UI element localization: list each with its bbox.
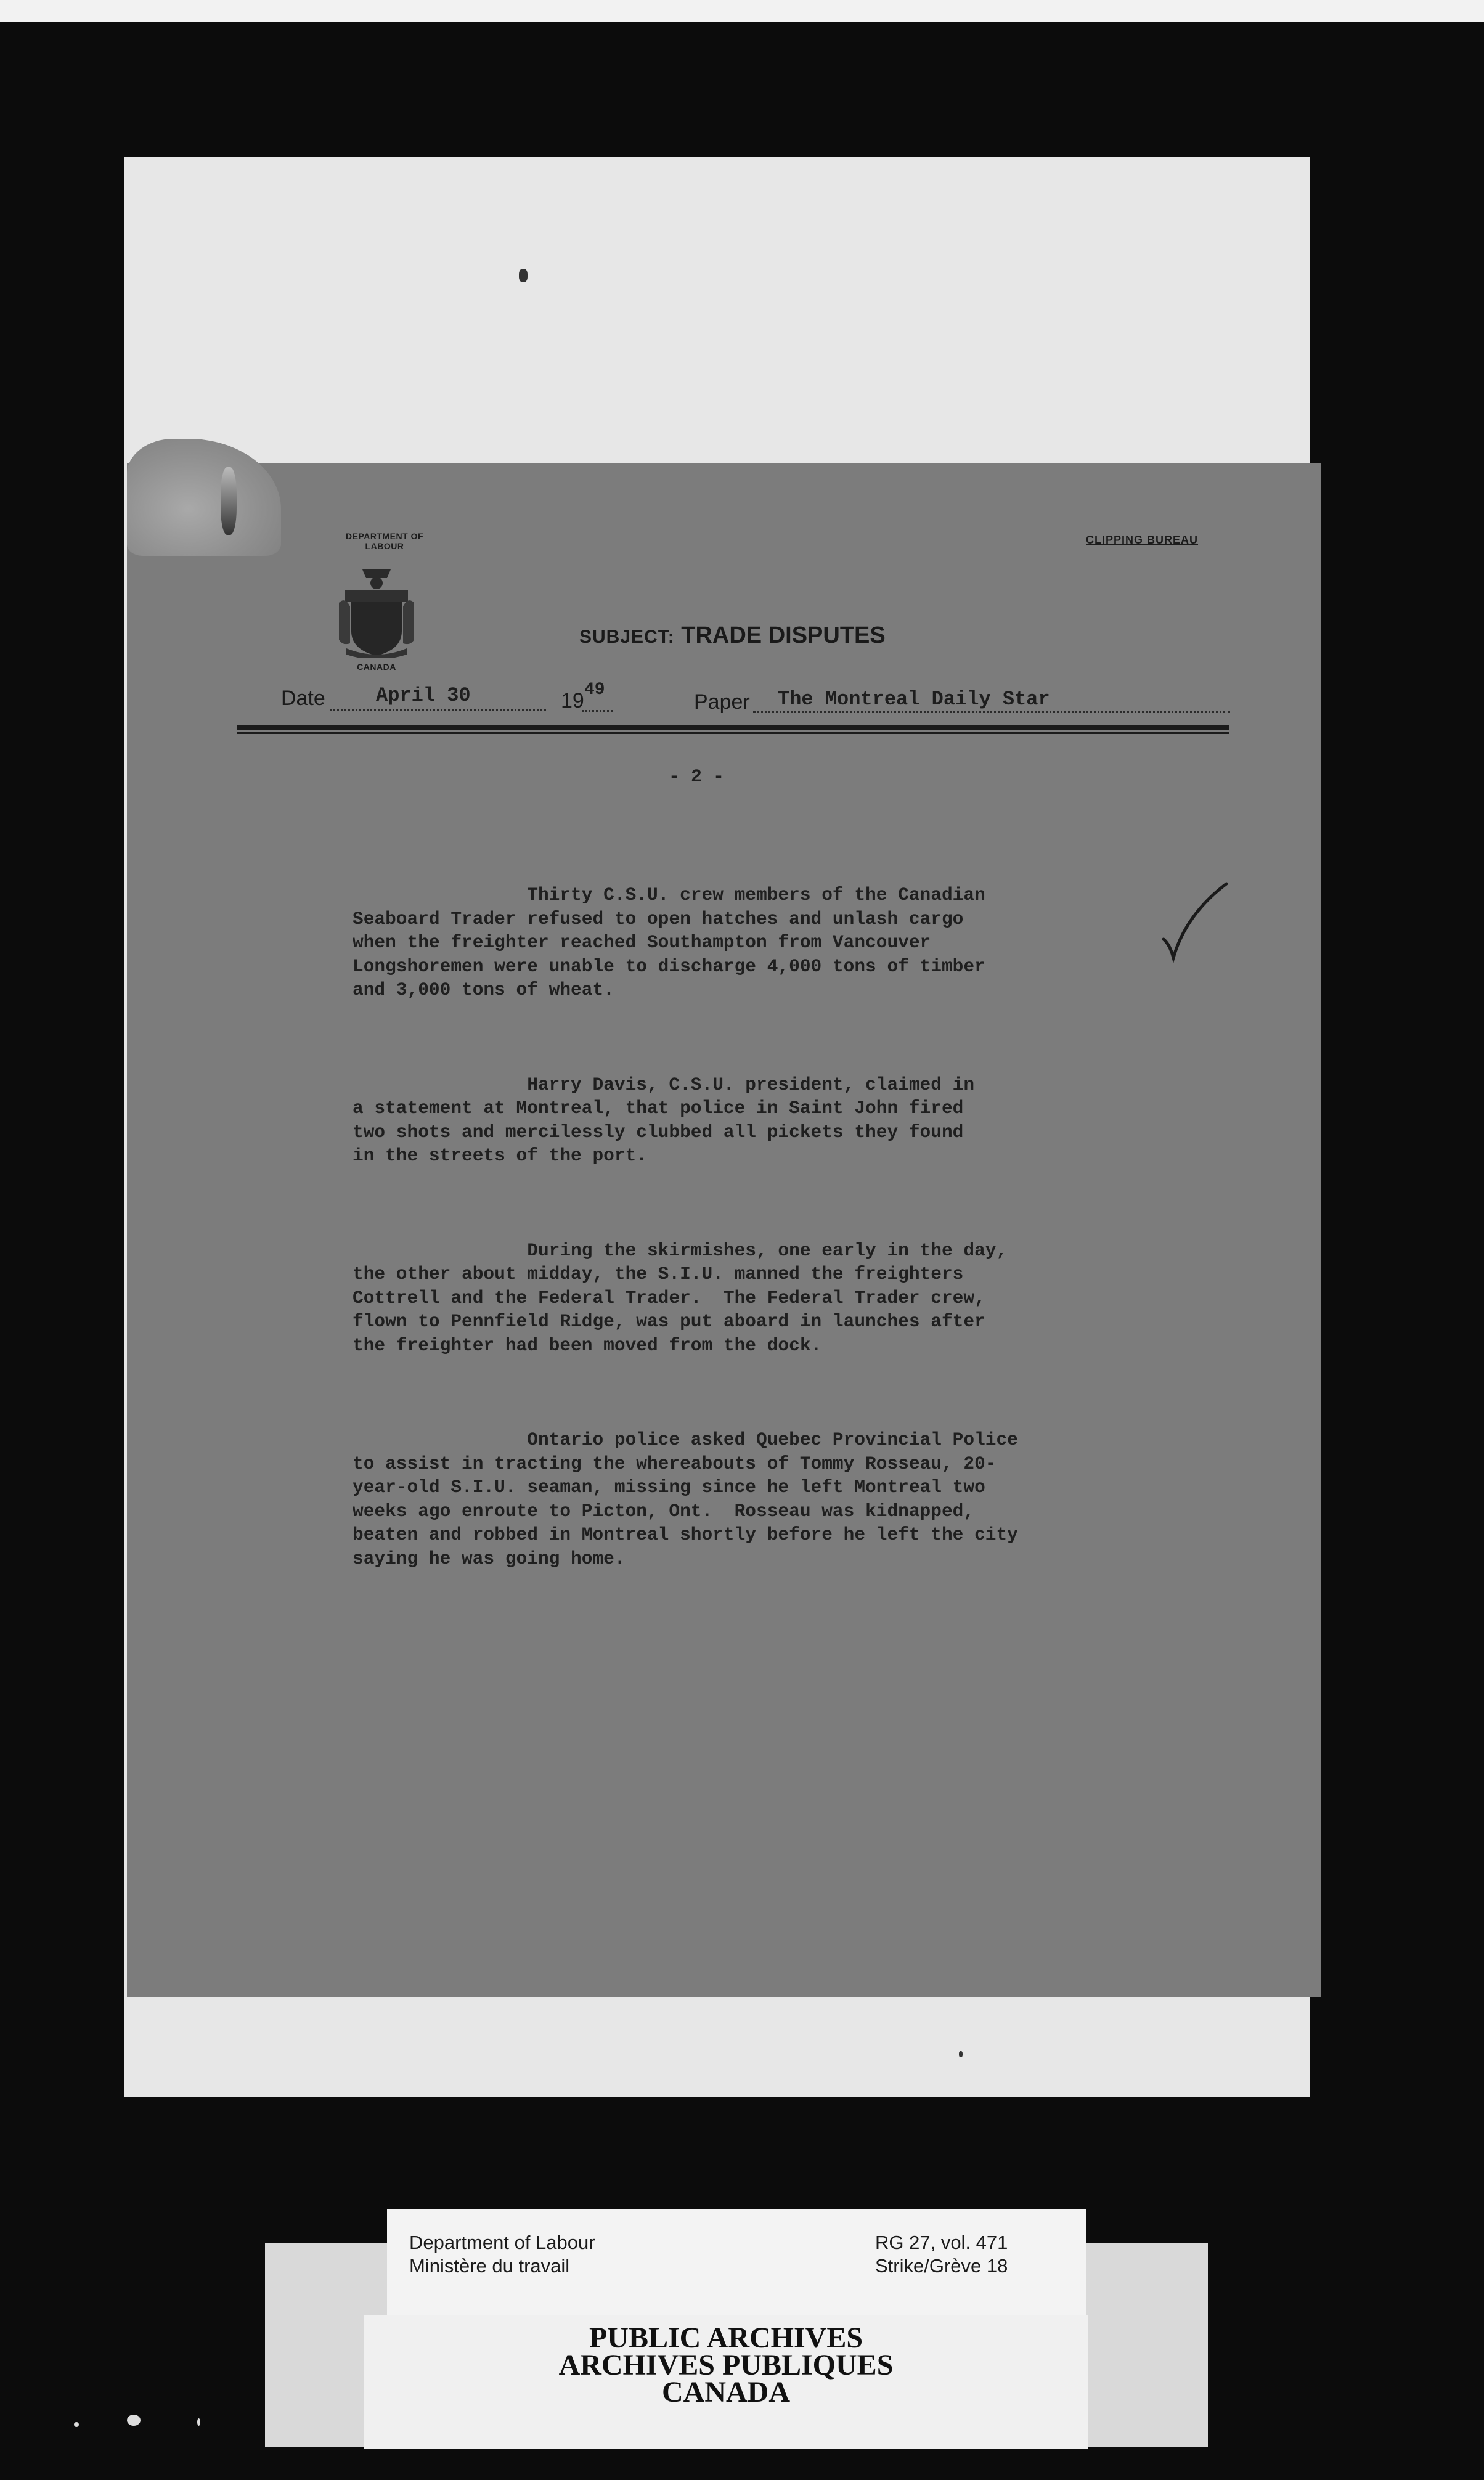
department-label: DEPARTMENT OF LABOUR: [345, 531, 423, 551]
archive-dept-fr: Ministère du travail: [409, 2255, 570, 2277]
article-body: [353, 836, 1252, 1618]
year-prefix: 19: [561, 689, 584, 712]
subject-heading: [579, 622, 886, 649]
article-paragraph: During the skirmishes, one early in the day, the other about midday, the S.I.U. manned the freighters Cottrell and the Federal Trader. The Federal Trader crew, flown to Pennfield Ridge, was put aboard in launches after the freighter had been moved from the dock.: [353, 1239, 1008, 1356]
subject-label: SUBJECT:: [579, 627, 675, 647]
date-value: April 30: [376, 684, 471, 707]
stamp-line-2: ARCHIVES PUBLIQUES: [558, 2349, 894, 2381]
film-speck: [74, 2422, 79, 2427]
canada-label: CANADA: [357, 662, 396, 672]
paper-fill-line: [753, 711, 1230, 713]
smudge-mark: [519, 269, 528, 282]
archive-dept-en: Department of Labour: [409, 2232, 595, 2253]
date-fill-line: [330, 709, 546, 711]
archive-file-number: Strike/Grève 18: [875, 2255, 1008, 2277]
article-paragraph: Ontario police asked Quebec Provincial Police to assist in tracting the whereabouts of Tommy Rosseau, 20- year-old S.I.U. seaman, missing since he left Montreal two weeks ago enroute to Picton, Ont. Rosseau was kidnapped, beaten and robbed in Montreal shortly before he left the city saying he was going home.: [353, 1429, 1018, 1569]
straight-pin: [221, 467, 237, 535]
public-archives-stamp: [364, 2322, 1088, 2409]
header-rule: [237, 725, 1229, 730]
date-label: Date: [281, 687, 325, 710]
date-paper-row: [277, 680, 1239, 722]
article-paragraph: Harry Davis, C.S.U. president, claimed in a statement at Montreal, that police in Saint John fired two shots and mercilessly clubbed all pickets they found in the streets of the port.: [353, 1074, 975, 1166]
stamp-line-3: CANADA: [662, 2376, 790, 2409]
film-speck: [127, 2415, 141, 2426]
paper-label: Paper: [694, 690, 750, 714]
checkmark-icon: [1159, 878, 1233, 964]
paper-value: The Montreal Daily Star: [778, 688, 1050, 711]
subject-value: TRADE DISPUTES: [681, 622, 886, 648]
speck-mark: [959, 2051, 963, 2057]
clipping-bureau-label: CLIPPING BUREAU: [1086, 534, 1199, 546]
page-number: - 2 -: [668, 767, 724, 788]
year-fill-line: [582, 710, 613, 712]
header-rule-thin: [237, 732, 1229, 734]
archive-reference: RG 27, vol. 471: [875, 2232, 1008, 2253]
coat-of-arms-icon: [338, 566, 415, 658]
article-paragraph: Thirty C.S.U. crew members of the Canadian Seaboard Trader refused to open hatches and unlash cargo when the freighter reached Southampton from Vancouver Longshoremen were unable to discharge 4,000 tons of timber and 3,000 tons of wheat.: [353, 884, 985, 1000]
stamp-line-1: PUBLIC ARCHIVES: [589, 2322, 863, 2354]
year-value: 49: [584, 680, 605, 700]
film-speck: [197, 2418, 200, 2426]
top-film-edge: [0, 0, 1484, 22]
